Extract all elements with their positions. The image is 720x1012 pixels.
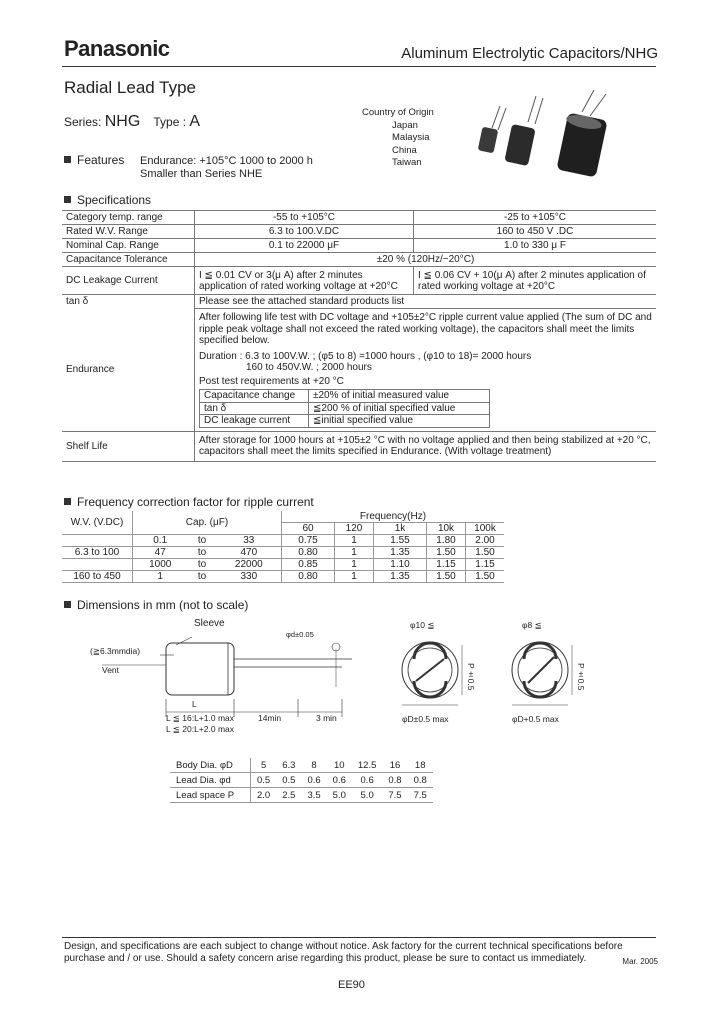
- table-cell: 12.5: [352, 758, 383, 773]
- table-cell: tan δ: [62, 295, 195, 309]
- table-cell: 18: [408, 758, 433, 773]
- table-cell: 0.75: [282, 535, 335, 547]
- table-cell: Capacitance Tolerance: [62, 253, 195, 267]
- table-cell: 0.8: [408, 773, 433, 788]
- table-cell: [62, 559, 133, 571]
- table-cell: Frequency(Hz): [282, 511, 505, 523]
- table-cell: 0.6: [301, 773, 326, 788]
- table-row: [62, 253, 656, 267]
- pitch-label-b: P±0.5: [576, 663, 586, 691]
- table-cell: 470: [217, 547, 282, 559]
- lead-type-heading: Radial Lead Type: [64, 78, 197, 97]
- country-of-origin: [362, 107, 434, 170]
- table-cell: 1k: [374, 523, 427, 535]
- endurance-duration-hv: 160 to 450V.W. ; 2000 hours: [246, 362, 372, 373]
- frequency-heading: Frequency correction factor for ripple current: [64, 495, 314, 509]
- length-tolerance-1: L ≦ 16:L+1.0 max: [166, 713, 234, 723]
- series-line: [64, 113, 200, 131]
- table-row: [170, 758, 433, 773]
- table-row: [200, 415, 490, 428]
- table-cell: [195, 309, 657, 432]
- table-cell: -25 to +105°C: [414, 211, 657, 225]
- table-cell: 6.3 to 100: [62, 547, 133, 559]
- endurance-limits-table: [199, 389, 490, 428]
- table-cell: 10: [327, 758, 352, 773]
- endurance-post-test: Post test requirements at +20 °C: [199, 375, 344, 387]
- table-cell: -55 to +105°C: [195, 211, 414, 225]
- endurance-description: After following life test with DC voltage and +105±2°C ripple current value applied (The sum of DC and ripple peak voltage shall not exceed the rated working voltage), the capacitors shall meet the limits specified below.: [199, 312, 652, 346]
- body-length-label: L: [192, 699, 197, 709]
- table-cell: 0.5: [251, 773, 277, 788]
- table-cell: 5.0: [352, 788, 383, 803]
- body-dia-max-label: φD±0.5 max: [402, 714, 449, 724]
- table-cell: 16: [382, 758, 407, 773]
- table-cell: 10k: [427, 523, 466, 535]
- table-cell: 1.35: [374, 547, 427, 559]
- sleeve-label: Sleeve: [194, 618, 225, 629]
- table-cell: 47: [133, 547, 188, 559]
- table-cell: 160 to 450: [62, 571, 133, 583]
- table-cell: 1: [133, 571, 188, 583]
- origin-country: Japan: [392, 119, 418, 131]
- table-cell: Cap. (μF): [133, 511, 282, 535]
- table-cell: 1.50: [466, 571, 505, 583]
- page-number: EE90: [338, 979, 365, 991]
- table-cell: to: [187, 547, 216, 559]
- table-cell: 0.6: [352, 773, 383, 788]
- table-cell: 160 to 450 V .DC: [414, 225, 657, 239]
- table-cell: 0.1 to 22000 μF: [195, 239, 414, 253]
- table-cell: 33: [217, 535, 282, 547]
- table-cell: 330: [217, 571, 282, 583]
- length-tolerance-2: L ≦ 20:L+2.0 max: [166, 724, 234, 734]
- table-row: [62, 267, 656, 295]
- lead-3min-label: 3 min: [316, 713, 337, 723]
- table-cell: 1.50: [427, 571, 466, 583]
- table-cell: 1.15: [466, 559, 505, 571]
- table-cell: 1.10: [374, 559, 427, 571]
- table-cell: 1: [335, 547, 374, 559]
- table-row: [170, 788, 433, 803]
- specifications-heading: Specifications: [64, 193, 151, 207]
- table-cell: 0.1: [133, 535, 188, 547]
- origin-country: Taiwan: [392, 157, 422, 168]
- table-cell: ≦initial specified value: [309, 415, 490, 428]
- table-cell: 8: [301, 758, 326, 773]
- table-cell: [62, 535, 133, 547]
- series-label: Series:: [64, 115, 102, 129]
- table-cell: 0.5: [276, 773, 301, 788]
- series-value: NHG: [104, 113, 141, 130]
- table-cell: 0.80: [282, 547, 335, 559]
- table-row: [62, 559, 504, 571]
- type-value: A: [189, 113, 201, 130]
- table-cell: 1.15: [427, 559, 466, 571]
- table-cell: ≦200 % of initial specified value: [309, 402, 490, 415]
- table-cell: Endurance: [62, 309, 195, 432]
- table-row: [62, 547, 504, 559]
- phi8-label: φ8 ≦: [522, 620, 542, 630]
- table-cell: Category temp. range: [62, 211, 195, 225]
- table-cell: Rated W.V. Range: [62, 225, 195, 239]
- table-cell: 2.00: [466, 535, 505, 547]
- lead-14min-label: 14min: [258, 713, 282, 723]
- table-cell: DC leakage current: [200, 415, 309, 428]
- table-row: [62, 309, 656, 432]
- table-cell: 1.0 to 330 μ F: [414, 239, 657, 253]
- mmdia-label: (≧6.3mmdia): [90, 646, 141, 656]
- table-cell: 1.35: [374, 571, 427, 583]
- table-cell: 120: [335, 523, 374, 535]
- origin-label: Country of Origin: [362, 107, 434, 118]
- dimensions-drawing: [62, 615, 656, 745]
- table-cell: 5.0: [327, 788, 352, 803]
- table-row: [200, 390, 490, 403]
- table-row: [62, 511, 504, 523]
- capacitor-product-image: [470, 88, 620, 188]
- table-cell: I ≦ 0.06 CV + 10(μ A) after 2 minutes application of rated working voltage at +20°C: [414, 267, 657, 295]
- header-rule: [62, 66, 656, 67]
- brand-logo: Panasonic: [64, 36, 170, 61]
- table-row: [62, 225, 656, 239]
- table-cell: 0.8: [382, 773, 407, 788]
- table-cell: I ≦ 0.01 CV or 3(μ A) after 2 minutes application of rated working voltage at +20°C: [195, 267, 414, 295]
- table-cell: Please see the attached standard products list: [195, 295, 657, 309]
- table-cell: 2.5: [276, 788, 301, 803]
- dimensions-heading: Dimensions in mm (not to scale): [64, 598, 248, 612]
- table-row: [62, 211, 656, 225]
- footer-date: Mar. 2005: [622, 957, 658, 966]
- table-cell: Nominal Cap. Range: [62, 239, 195, 253]
- table-row: [62, 571, 504, 583]
- table-cell: Lead Dia. φd: [170, 773, 251, 788]
- document-title: Aluminum Electrolytic Capacitors/NHG: [401, 45, 658, 62]
- frequency-table: [62, 511, 504, 583]
- table-cell: 100k: [466, 523, 505, 535]
- table-cell: 1.55: [374, 535, 427, 547]
- table-cell: 0.6: [327, 773, 352, 788]
- footer-note: Design, and specifications are each subject to change without notice. Ask factory for the current technical specifications before purchase and / or use. Should a safety concern arise regarding this product, please be sure to contact us immediately.: [64, 941, 623, 964]
- table-cell: 2.0: [251, 788, 277, 803]
- table-row: [62, 239, 656, 253]
- origin-country: China: [392, 144, 417, 156]
- table-cell: Lead space P: [170, 788, 251, 803]
- footer-rule: [62, 937, 656, 938]
- table-cell: 7.5: [408, 788, 433, 803]
- table-row: [62, 295, 656, 309]
- table-cell: 1.50: [427, 547, 466, 559]
- table-cell: 1.80: [427, 535, 466, 547]
- table-cell: ±20% of initial measured value: [309, 390, 490, 403]
- table-cell: 1.50: [466, 547, 505, 559]
- table-cell: 22000: [217, 559, 282, 571]
- table-cell: Shelf Life: [62, 431, 195, 461]
- table-row: [62, 431, 656, 461]
- table-cell: Body Dia. φD: [170, 758, 251, 773]
- table-cell: 0.85: [282, 559, 335, 571]
- table-cell: 60: [282, 523, 335, 535]
- phi10-label: φ10 ≦: [410, 620, 435, 630]
- table-cell: 1: [335, 571, 374, 583]
- table-cell: 5: [251, 758, 277, 773]
- table-cell: 1: [335, 535, 374, 547]
- table-cell: to: [187, 559, 216, 571]
- pitch-label-a: P±0.5: [466, 663, 476, 691]
- table-cell: 6.3 to 100.V.DC: [195, 225, 414, 239]
- features-heading: Features: [64, 153, 124, 167]
- table-cell: DC Leakage Current: [62, 267, 195, 295]
- specifications-table: [62, 210, 656, 462]
- table-cell: 6.3: [276, 758, 301, 773]
- table-row: [170, 773, 433, 788]
- table-cell: Capacitance change: [200, 390, 309, 403]
- origin-country: Malaysia: [392, 132, 430, 143]
- table-cell: 0.80: [282, 571, 335, 583]
- table-cell: to: [187, 535, 216, 547]
- table-cell: ±20 % (120Hz/−20°C): [195, 253, 657, 267]
- table-cell: 1000: [133, 559, 188, 571]
- table-cell: After storage for 1000 hours at +105±2 °C with no voltage applied and then being stabilized at +20 °C, capacitors shall meet the limits specified in Endurance. (With voltage treatment): [195, 431, 657, 461]
- table-cell: 3.5: [301, 788, 326, 803]
- vent-label: Vent: [102, 665, 120, 675]
- table-row: [200, 402, 490, 415]
- features-text: Endurance: +105°C 1000 to 2000 h Smaller than Series NHE: [140, 155, 313, 180]
- lead-dia-label: φd±0.05: [286, 630, 314, 639]
- table-cell: to: [187, 571, 216, 583]
- table-cell: W.V. (V.DC): [62, 511, 133, 535]
- table-cell: 7.5: [382, 788, 407, 803]
- dimensions-table: [170, 758, 433, 803]
- table-row: [62, 535, 504, 547]
- type-label: Type :: [153, 115, 187, 129]
- endurance-duration: Duration : 6.3 to 100V.W. ; (φ5 to 8) =1000 hours , (φ10 to 18)= 2000 hours: [199, 350, 532, 362]
- body-dia-plus-label: φD+0.5 max: [512, 714, 559, 724]
- table-cell: tan δ: [200, 402, 309, 415]
- table-cell: 1: [335, 559, 374, 571]
